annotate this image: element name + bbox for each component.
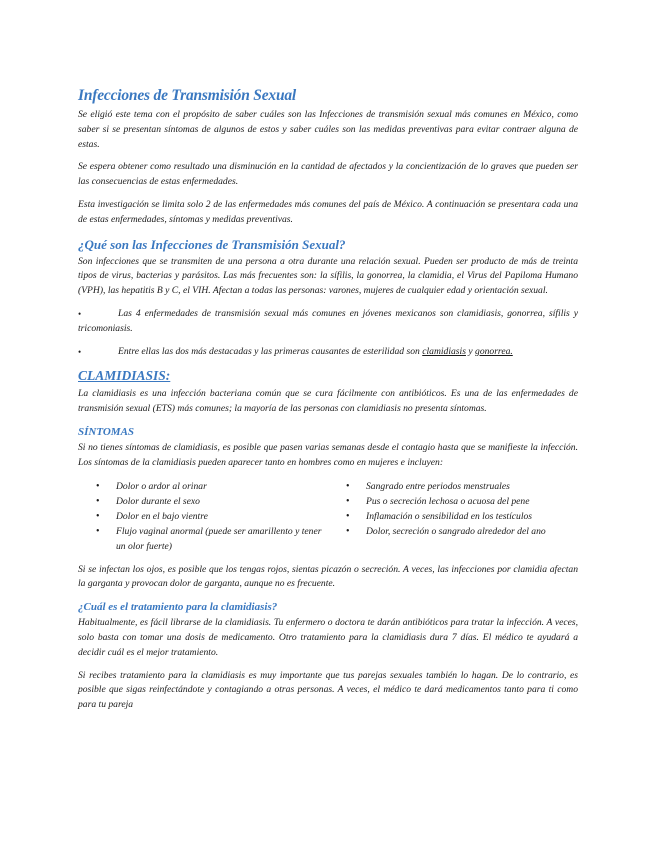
bullet-text	[78, 345, 578, 360]
list-item: • Dolor durante el sexo	[78, 494, 328, 509]
symptoms-two-column-list	[78, 479, 578, 555]
sintomas-heading: SÍNTOMAS	[78, 425, 135, 438]
bullet-text-prefix: Entre ellas las dos más destacadas y las primeras causantes de esterilidad son	[118, 345, 423, 357]
bullet-icon: •	[78, 346, 82, 357]
ojos-paragraph: Si se infectan los ojos, es posible que los tengas rojos, sientas picazón o secreción. A veces, las infecciones por clamidia afectan la garganta y provocan dolor de garganta, aunque no es frecuente.	[78, 563, 578, 590]
tratamiento-paragraph: Habitualmente, es fácil librarse de la clamidiasis. Tu enfermero o doctora te darán antibióticos para tratar la infección. A veces, solo basta con tomar una dosis de medicamento. Otro tratamiento para la clamidiasis dura 7 días. El médico te ayudará a decidir cuál es el mejor tratamiento.	[78, 617, 578, 658]
clamidiasis-paragraph: La clamidiasis es una infección bacteriana común que se cura fácilmente con antibióticos. Es una de las enfermedades de transmisión sexual (ETS) más comunes; la mayoría de las personas con clamidiasis no presenta síntomas.	[78, 388, 578, 415]
bullet-text-mid: y	[465, 345, 476, 357]
section-heading-que-son: ¿Qué son las Infecciones de Transmisión Sexual?	[78, 236, 346, 252]
list-item: • Sangrado entre periodos menstruales	[328, 479, 578, 494]
bullet-item-mas-comunes	[78, 307, 578, 337]
bullet-icon: •	[346, 480, 350, 492]
tratamiento-heading: ¿Cuál es el tratamiento para la clamidiasis?	[78, 601, 278, 614]
list-item: • Inflamación o sensibilidad en los testículos	[328, 509, 578, 524]
bullet-icon: •	[78, 308, 82, 319]
bullet-icon: •	[346, 495, 350, 507]
list-item: • Flujo vaginal anormal (puede ser amarillento y tener un olor fuerte)	[96, 526, 322, 553]
list-item: • Dolor, secreción o sangrado alrededor del ano	[328, 524, 578, 539]
document-title: Infecciones de Transmisión Sexual	[78, 87, 297, 104]
list-item: • Dolor en el bajo vientre	[78, 509, 328, 524]
bullet-icon: •	[96, 480, 100, 492]
intro-paragraph-3: Esta investigación se limita solo 2 de las enfermedades más comunes del país de México. A continuación se presentara cada una de estas enfermedades, síntomas y medidas preventivas.	[78, 198, 578, 225]
symptoms-list-left	[78, 479, 328, 555]
intro-paragraph-1: Se eligió este tema con el propósito de saber cuáles son las Infecciones de transmisión sexual más comunes en México, como saber si se presentan síntomas de algunos de estos y saber cuáles son las medidas preventivas para evitar contraer alguna de estas.	[78, 109, 578, 150]
document-page	[78, 86, 578, 721]
bullet-text: Las 4 enfermedades de transmisión sexual más comunes en jóvenes mexicanos son clamidiasis, gonorrea, sífilis y tricomoniasis.	[78, 307, 578, 334]
bullet-icon: •	[96, 510, 100, 522]
parejas-paragraph: Si recibes tratamiento para la clamidiasis es muy importante que tus parejas sexuales también lo hagan. De lo contrario, es posible que sigas reinfectándote y contagiando a otras personas. A veces, el médico te dará medicamentos tanto para ti como para tu pareja	[78, 669, 578, 711]
symptoms-list-right	[328, 479, 578, 555]
list-item: • Dolor o ardor al orinar	[78, 479, 328, 494]
bullet-icon: •	[346, 510, 350, 522]
list-item: • Pus o secreción lechosa o acuosa del pene	[328, 494, 578, 509]
intro-paragraph-2: Se espera obtener como resultado una disminución en la cantidad de afectados y la concientización de lo graves que pueden ser las consecuencias de estas enfermedades.	[78, 161, 578, 188]
gonorrea-link[interactable]: gonorrea.	[475, 345, 513, 357]
section-heading-clamidiasis: CLAMIDIASIS:	[78, 368, 171, 384]
clamidiasis-link[interactable]: clamidiasis	[422, 345, 466, 357]
bullet-icon: •	[96, 526, 100, 538]
bullet-icon: •	[96, 495, 100, 507]
bullet-item-esterilidad	[78, 345, 578, 360]
que-son-paragraph: Son infecciones que se transmiten de una persona a otra durante una relación sexual. Pueden ser producto de más de treinta tipos de virus, bacterias y parásitos. Las más frecuentes son: la sífilis, la gonorrea, la clamidia, el Virus del Papiloma Humano (VPH), las hepatitis B y C, el VIH. Afectan a todas las personas: varones, mujeres de cualquier edad y orientación sexual.	[78, 255, 578, 297]
sintomas-paragraph: Si no tienes síntomas de clamidiasis, es posible que pasen varias semanas desde el contagio hasta que se manifieste la infección. Los síntomas de la clamidiasis pueden aparecer tanto en hombres como en mujeres e incluyen:	[78, 441, 578, 468]
bullet-icon: •	[346, 526, 350, 538]
